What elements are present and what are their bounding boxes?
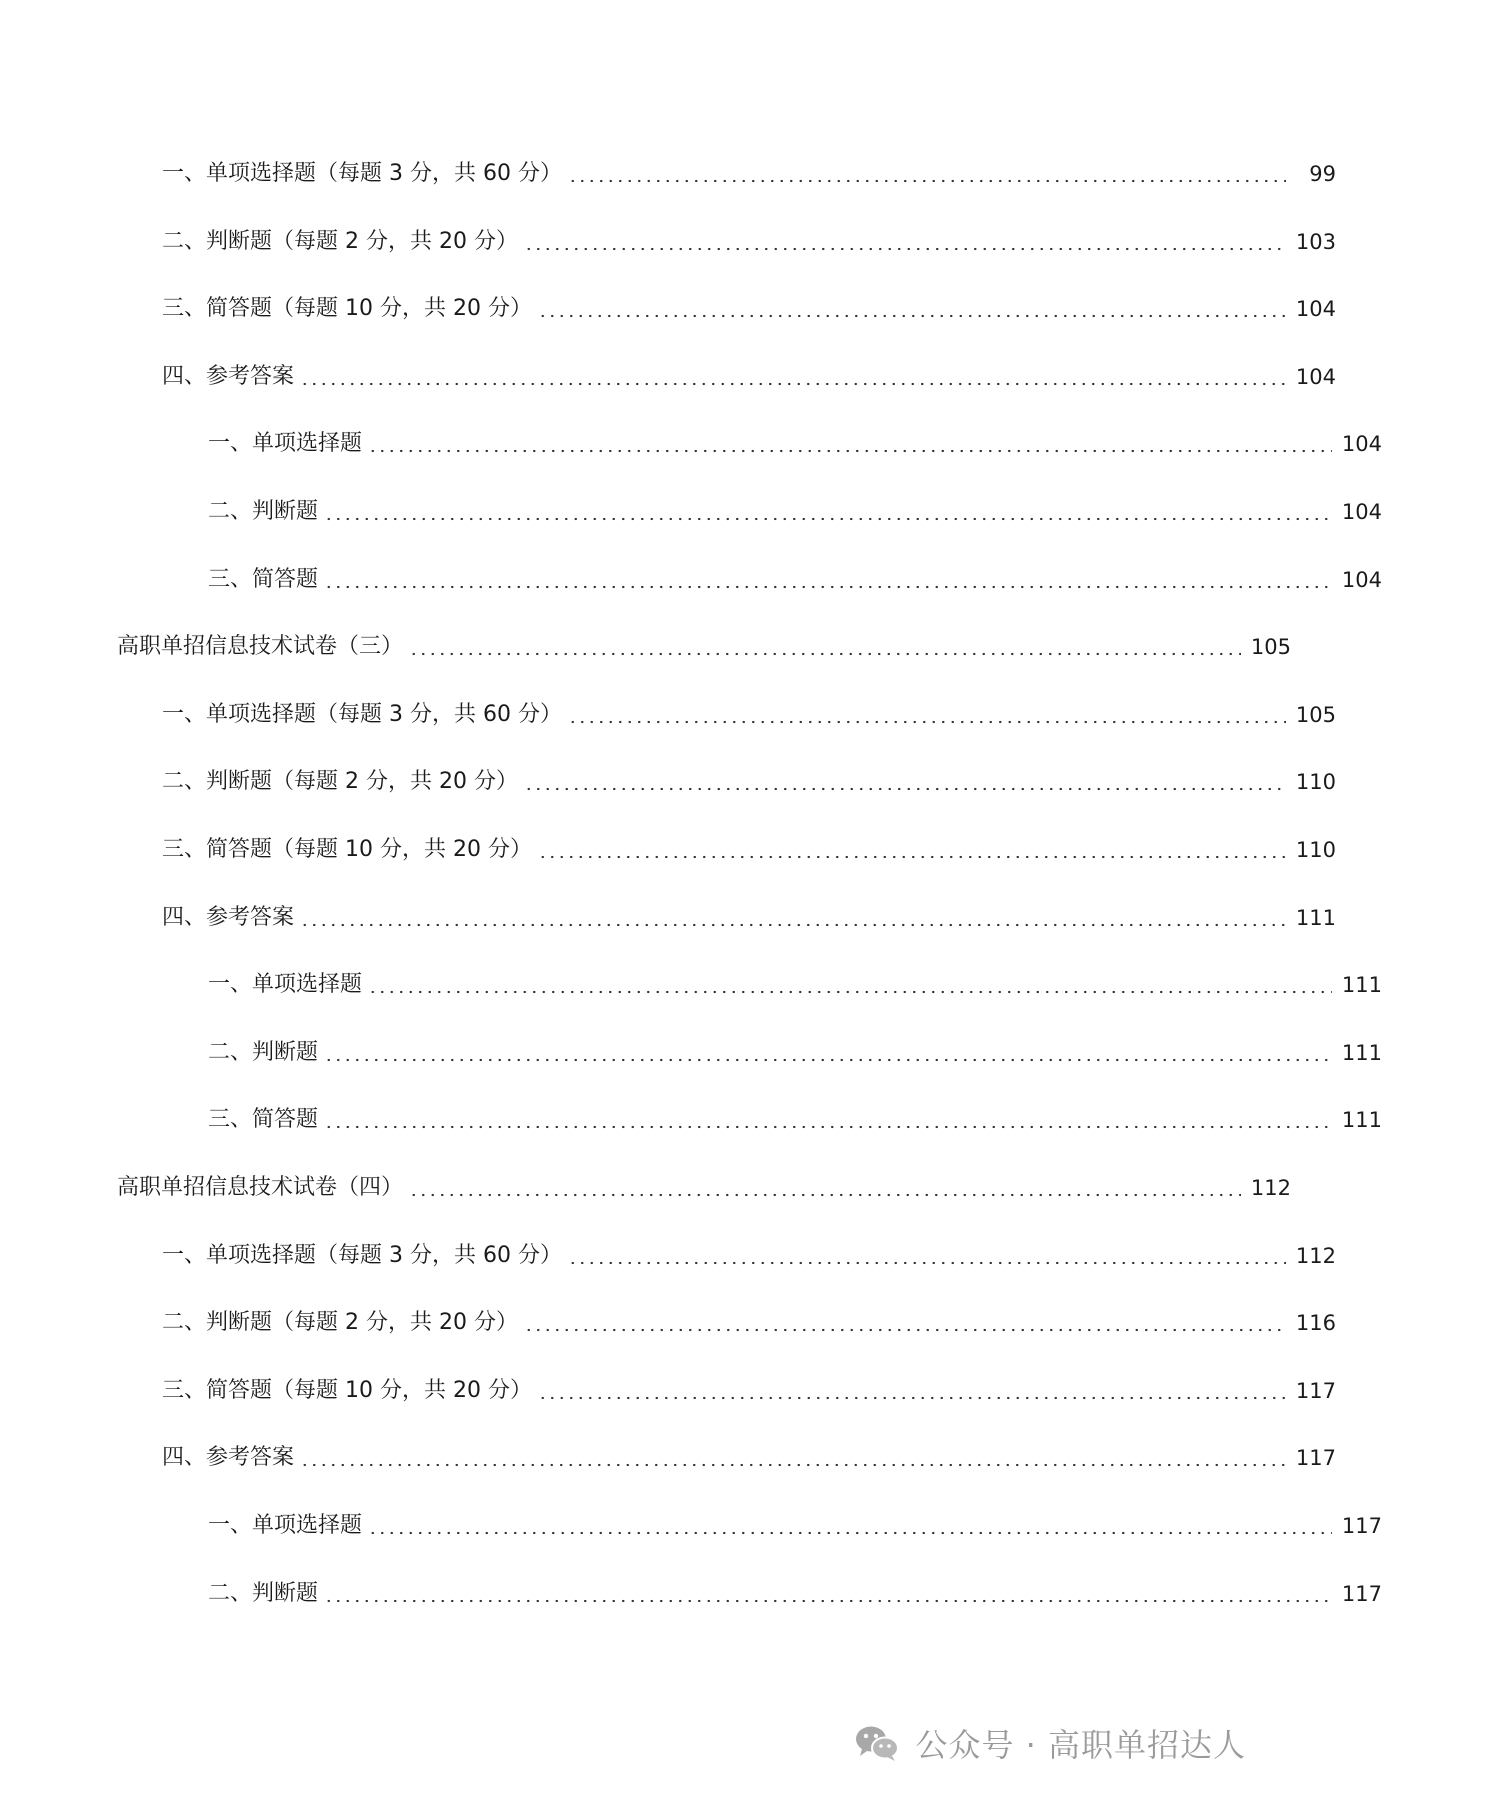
toc-entry[interactable]: [0, 1297, 1442, 1337]
toc-entry[interactable]: [0, 216, 1442, 256]
toc-page-number: 110: [1295, 770, 1336, 794]
toc-dot-leader: [409, 633, 1241, 661]
toc-entry-title: 二、判断题（每题 2 分，共 20 分）: [162, 769, 518, 794]
toc-dot-leader: [524, 228, 1286, 256]
toc-dot-leader: [538, 836, 1286, 864]
toc-dot-leader: [524, 768, 1286, 796]
toc-page-number: 99: [1309, 162, 1336, 186]
toc-entry[interactable]: [0, 689, 1442, 729]
toc-dot-leader: [324, 1039, 1332, 1067]
toc-page-number: 104: [1295, 365, 1336, 389]
toc-dot-leader: [368, 430, 1332, 458]
toc-entry-title: 三、简答题: [208, 567, 319, 592]
toc-entry[interactable]: [0, 554, 1488, 594]
toc-dot-leader: [538, 295, 1286, 323]
toc-dot-leader: [324, 1580, 1332, 1608]
toc-entry-title: 三、简答题: [208, 1107, 319, 1132]
toc-page-number: 112: [1250, 1176, 1291, 1200]
toc-entry[interactable]: [0, 1568, 1488, 1608]
toc-page-number: 117: [1341, 1514, 1382, 1538]
toc-entry-title: 一、单项选择题: [208, 1513, 363, 1538]
toc-dot-leader: [568, 160, 1286, 188]
toc-page-number: 117: [1341, 1582, 1382, 1606]
toc-entry[interactable]: [0, 1432, 1442, 1472]
toc-page-number: 104: [1295, 297, 1336, 321]
toc-entry-title: 高职单招信息技术试卷（三）: [117, 634, 404, 659]
toc-dot-leader: [568, 701, 1286, 729]
watermark: [853, 1720, 1246, 1766]
toc-entry[interactable]: [0, 621, 1397, 661]
toc-page-number: 105: [1250, 635, 1291, 659]
toc-entry[interactable]: [0, 1500, 1488, 1540]
toc-entry-title: 二、判断题（每题 2 分，共 20 分）: [162, 1310, 518, 1335]
toc-dot-leader: [538, 1377, 1286, 1405]
toc-entry-title: 四、参考答案: [162, 905, 295, 930]
toc-dot-leader: [409, 1174, 1241, 1202]
toc-dot-leader: [368, 971, 1332, 999]
toc-page-number: 110: [1295, 838, 1336, 862]
toc-dot-leader: [568, 1242, 1286, 1270]
toc-entry[interactable]: [0, 1094, 1488, 1134]
toc-entry-title: 三、简答题（每题 10 分，共 20 分）: [162, 296, 532, 321]
toc-entry[interactable]: [0, 418, 1488, 458]
toc-page-number: 111: [1341, 1108, 1382, 1132]
toc-page-number: 116: [1295, 1311, 1336, 1335]
toc-dot-leader: [324, 1106, 1332, 1134]
toc-entry-title: 一、单项选择题（每题 3 分，共 60 分）: [162, 161, 562, 186]
toc-entry-title: 二、判断题: [208, 1040, 319, 1065]
toc-entry[interactable]: [0, 756, 1442, 796]
toc-entry[interactable]: [0, 824, 1442, 864]
toc-dot-leader: [324, 566, 1332, 594]
toc-entry[interactable]: [0, 959, 1488, 999]
toc-page-number: 117: [1295, 1379, 1336, 1403]
toc-entry-title: 三、简答题（每题 10 分，共 20 分）: [162, 1378, 532, 1403]
toc-dot-leader: [300, 1444, 1286, 1472]
toc-page-number: 104: [1341, 568, 1382, 592]
wechat-icon: [853, 1723, 901, 1763]
toc-entry-title: 一、单项选择题（每题 3 分，共 60 分）: [162, 702, 562, 727]
toc-entry[interactable]: [0, 283, 1442, 323]
watermark-text: 公众号 · 高职单招达人: [915, 1726, 1246, 1764]
toc-page-number: 103: [1295, 230, 1336, 254]
toc-entry-title: 四、参考答案: [162, 364, 295, 389]
toc-entry-title: 一、单项选择题: [208, 431, 363, 456]
toc-page-number: 104: [1341, 500, 1382, 524]
toc-page-number: 111: [1295, 906, 1336, 930]
toc-page-number: 111: [1341, 1041, 1382, 1065]
toc-dot-leader: [524, 1309, 1286, 1337]
toc-entry-title: 高职单招信息技术试卷（四）: [117, 1175, 404, 1200]
toc-entry-title: 二、判断题: [208, 499, 319, 524]
toc-page-number: 112: [1295, 1244, 1336, 1268]
toc-entry[interactable]: [0, 892, 1442, 932]
toc-page-number: 111: [1341, 973, 1382, 997]
toc-dot-leader: [324, 498, 1332, 526]
toc-entry-title: 一、单项选择题: [208, 972, 363, 997]
toc-dot-leader: [368, 1512, 1332, 1540]
toc-page-number: 104: [1341, 432, 1382, 456]
toc-entry-title: 二、判断题（每题 2 分，共 20 分）: [162, 229, 518, 254]
toc-entry-title: 一、单项选择题（每题 3 分，共 60 分）: [162, 1243, 562, 1268]
toc-entry[interactable]: [0, 148, 1442, 188]
toc-entry[interactable]: [0, 1027, 1488, 1067]
toc-entry-title: 四、参考答案: [162, 1445, 295, 1470]
toc-dot-leader: [300, 363, 1286, 391]
toc-page-number: 105: [1295, 703, 1336, 727]
toc-entry-title: 二、判断题: [208, 1581, 319, 1606]
toc-entry[interactable]: [0, 486, 1488, 526]
toc-entry[interactable]: [0, 1365, 1442, 1405]
toc-entry[interactable]: [0, 351, 1442, 391]
toc-page-number: 117: [1295, 1446, 1336, 1470]
toc-entry[interactable]: [0, 1230, 1442, 1270]
toc-entry[interactable]: [0, 1162, 1397, 1202]
toc-dot-leader: [300, 904, 1286, 932]
toc-entry-title: 三、简答题（每题 10 分，共 20 分）: [162, 837, 532, 862]
